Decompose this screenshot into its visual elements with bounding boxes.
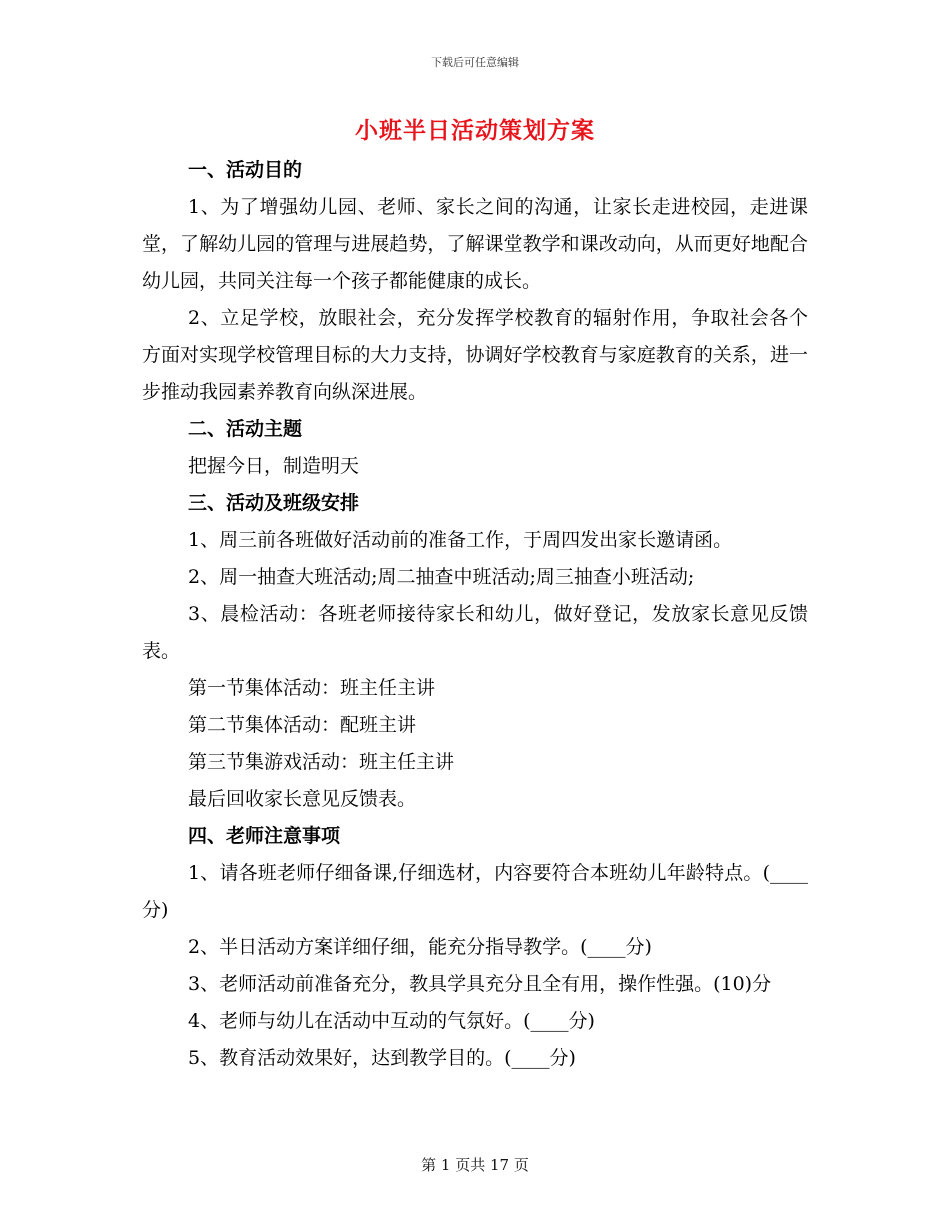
paragraph: 4、老师与幼儿在活动中互动的气氛好。(____分) <box>188 1010 595 1032</box>
paragraph: 1、为了增强幼儿园、老师、家长之间的沟通，让家长走进校园，走进课堂，了解幼儿园的管理与进展趋势，了解课堂教学和课改动向，从而更好地配合幼儿园，共同关注每一个孩子都能健康的成长。 <box>142 196 808 292</box>
paragraph: 1、请各班老师仔细备课,仔细选材，内容要符合本班幼儿年龄特点。(____分) <box>142 862 808 921</box>
paragraph: 2、立足学校，放眼社会，充分发挥学校教育的辐射作用，争取社会各个方面对实现学校管理目标的大力支持，协调好学校教育与家庭教育的关系，进一步推动我园素养教育向纵深进展。 <box>142 307 808 403</box>
paragraph: 第三节集游戏活动：班主任主讲 <box>188 751 455 773</box>
section-heading-arrangement: 三、活动及班级安排 <box>188 492 360 514</box>
paragraph: 第一节集体活动：班主任主讲 <box>188 677 436 699</box>
paragraph: 把握今日，制造明天 <box>188 455 360 477</box>
section-heading-purpose: 一、活动目的 <box>188 159 303 181</box>
paragraph: 最后回收家长意见反馈表。 <box>188 788 417 810</box>
section-heading-theme: 二、活动主题 <box>188 418 303 440</box>
paragraph: 2、周一抽查大班活动;周二抽查中班活动;周三抽查小班活动; <box>188 566 695 588</box>
section-heading-teacher-notes: 四、老师注意事项 <box>188 825 341 847</box>
page-header-note: 下载后可任意编辑 <box>431 56 519 69</box>
paragraph: 3、老师活动前准备充分，教具学具充分且全有用，操作性强。(10)分 <box>188 973 772 995</box>
document-body <box>142 152 808 1077</box>
paragraph: 5、教育活动效果好，达到教学目的。(____分) <box>188 1047 576 1069</box>
paragraph: 1、周三前各班做好活动前的准备工作，于周四发出家长邀请函。 <box>188 529 733 551</box>
document-title: 小班半日活动策划方案 <box>355 117 595 144</box>
page-number-footer: 第 1 页共 17 页 <box>421 1156 529 1174</box>
paragraph: 第二节集体活动：配班主讲 <box>188 714 417 736</box>
paragraph: 2、半日活动方案详细仔细，能充分指导教学。(____分) <box>188 936 652 958</box>
paragraph: 3、晨检活动：各班老师接待家长和幼儿，做好登记，发放家长意见反馈表。 <box>142 603 808 662</box>
